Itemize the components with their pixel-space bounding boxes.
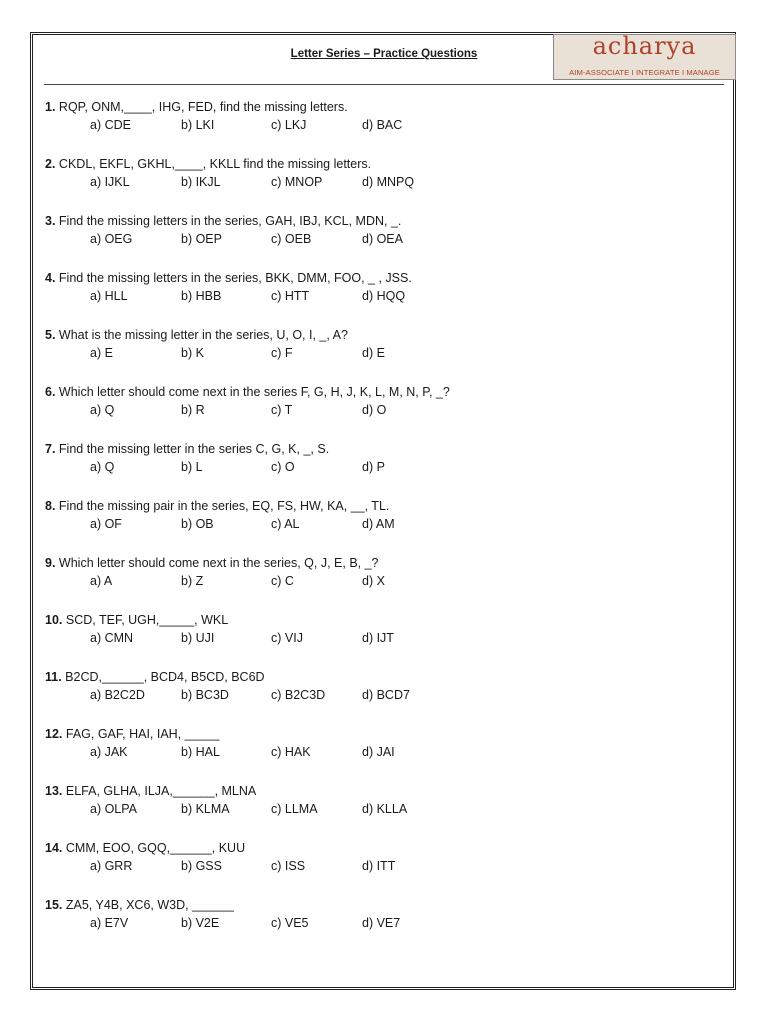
question-12 (45, 726, 715, 783)
option-d: d) X (362, 574, 385, 588)
question-text: RQP, ONM,____, IHG, FED, find the missing letters. (58, 100, 348, 114)
option-d: d) P (362, 460, 385, 474)
option-a: a) IJKL (90, 175, 130, 189)
question-line (45, 441, 715, 457)
question-1 (45, 99, 715, 156)
question-number: 11. (45, 670, 62, 684)
question-line (45, 669, 715, 685)
option-b: b) L (181, 460, 203, 474)
option-d: d) BAC (362, 118, 403, 132)
option-a: a) A (90, 574, 113, 588)
question-line (45, 612, 715, 628)
option-c: c) F (271, 346, 293, 360)
question-line (45, 897, 715, 913)
question-text: SCD, TEF, UGH,_____, WKL (65, 613, 229, 627)
option-b: b) UJI (181, 631, 215, 645)
question-text: What is the missing letter in the series, U, O, I, _, A? (58, 328, 348, 342)
question-15 (45, 897, 715, 954)
question-text: ELFA, GLHA, ILJA,______, MLNA (65, 784, 257, 798)
answer-options (45, 858, 715, 874)
logo-tagline: AIM-ASSOCIATE I INTEGRATE I MANAGE (569, 68, 720, 77)
question-4 (45, 270, 715, 327)
question-line (45, 498, 715, 514)
question-text: Find the missing pair in the series, EQ, FS, HW, KA, __, TL. (58, 499, 390, 513)
question-3 (45, 213, 715, 270)
option-b: b) IKJL (181, 175, 221, 189)
option-b: b) HBB (181, 289, 222, 303)
answer-options (45, 744, 715, 760)
option-d: d) VE7 (362, 916, 401, 930)
question-number: 15. (45, 898, 63, 912)
question-line (45, 840, 715, 856)
answer-options (45, 915, 715, 931)
answer-options (45, 402, 715, 418)
option-c: c) ISS (271, 859, 306, 873)
option-c: c) HAK (271, 745, 311, 759)
option-c: c) LKJ (271, 118, 307, 132)
question-number: 5. (45, 328, 56, 342)
question-8 (45, 498, 715, 555)
question-number: 12. (45, 727, 63, 741)
option-c: c) AL (271, 517, 300, 531)
option-a: a) CDE (90, 118, 131, 132)
question-13 (45, 783, 715, 840)
question-6 (45, 384, 715, 441)
question-number: 2. (45, 157, 56, 171)
option-b: b) KLMA (181, 802, 230, 816)
option-b: b) GSS (181, 859, 222, 873)
header-divider (44, 84, 724, 85)
question-number: 13. (45, 784, 63, 798)
question-line (45, 783, 715, 799)
question-number: 6. (45, 385, 56, 399)
question-5 (45, 327, 715, 384)
option-b: b) Z (181, 574, 204, 588)
option-a: a) OLPA (90, 802, 138, 816)
page-title: Letter Series – Practice Questions (290, 48, 478, 60)
question-text: Which letter should come next in the series F, G, H, J, K, L, M, N, P, _? (58, 385, 450, 399)
question-line (45, 726, 715, 742)
option-a: a) HLL (90, 289, 128, 303)
option-a: a) OEG (90, 232, 133, 246)
option-a: a) E7V (90, 916, 129, 930)
option-b: b) HAL (181, 745, 220, 759)
option-a: a) B2C2D (90, 688, 145, 702)
option-a: a) E (90, 346, 113, 360)
answer-options (45, 117, 715, 133)
option-d: d) OEA (362, 232, 403, 246)
option-b: b) OB (181, 517, 214, 531)
question-text: B2CD,______, BCD4, B5CD, BC6D (65, 670, 265, 684)
question-line (45, 99, 715, 115)
option-c: c) VE5 (271, 916, 309, 930)
option-b: b) BC3D (181, 688, 229, 702)
answer-options (45, 573, 715, 589)
answer-options (45, 345, 715, 361)
question-text: Find the missing letters in the series, GAH, IBJ, KCL, MDN, _. (58, 214, 402, 228)
option-c: c) VIJ (271, 631, 303, 645)
question-text: Find the missing letter in the series C, G, K, _, S. (58, 442, 330, 456)
question-number: 1. (45, 100, 56, 114)
question-text: FAG, GAF, HAI, IAH, _____ (65, 727, 220, 741)
acharya-logo (553, 34, 736, 80)
option-d: d) HQQ (362, 289, 406, 303)
question-line (45, 384, 715, 400)
question-text: CMM, EOO, GQQ,______, KUU (65, 841, 246, 855)
answer-options (45, 687, 715, 703)
option-b: b) K (181, 346, 204, 360)
option-b: b) R (181, 403, 205, 417)
option-b: b) OEP (181, 232, 222, 246)
option-d: d) AM (362, 517, 395, 531)
option-a: a) OF (90, 517, 122, 531)
answer-options (45, 174, 715, 190)
option-b: b) LKI (181, 118, 215, 132)
option-c: c) O (271, 460, 295, 474)
answer-options (45, 801, 715, 817)
question-14 (45, 840, 715, 897)
question-text: Find the missing letters in the series, BKK, DMM, FOO, _ , JSS. (58, 271, 412, 285)
question-text: ZA5, Y4B, XC6, W3D, ______ (65, 898, 234, 912)
option-c: c) OEB (271, 232, 312, 246)
question-line (45, 555, 715, 571)
option-a: a) Q (90, 460, 115, 474)
question-number: 9. (45, 556, 56, 570)
option-a: a) GRR (90, 859, 133, 873)
option-d: d) ITT (362, 859, 396, 873)
option-a: a) Q (90, 403, 115, 417)
question-line (45, 327, 715, 343)
page-header (44, 34, 724, 86)
question-number: 4. (45, 271, 56, 285)
option-c: c) C (271, 574, 294, 588)
option-d: d) KLLA (362, 802, 408, 816)
question-number: 8. (45, 499, 56, 513)
option-c: c) B2C3D (271, 688, 326, 702)
answer-options (45, 459, 715, 475)
option-c: c) MNOP (271, 175, 323, 189)
option-c: c) HTT (271, 289, 310, 303)
option-d: d) E (362, 346, 385, 360)
question-number: 7. (45, 442, 56, 456)
answer-options (45, 231, 715, 247)
question-list (45, 99, 715, 954)
option-d: d) IJT (362, 631, 394, 645)
option-d: d) MNPQ (362, 175, 415, 189)
question-10 (45, 612, 715, 669)
answer-options (45, 630, 715, 646)
answer-options (45, 516, 715, 532)
question-9 (45, 555, 715, 612)
question-line (45, 213, 715, 229)
question-number: 10. (45, 613, 63, 627)
question-text: Which letter should come next in the series, Q, J, E, B, _? (58, 556, 379, 570)
option-d: d) BCD7 (362, 688, 410, 702)
question-number: 14. (45, 841, 63, 855)
option-d: d) O (362, 403, 387, 417)
question-11 (45, 669, 715, 726)
question-text: CKDL, EKFL, GKHL,____, KKLL find the missing letters. (58, 157, 372, 171)
question-number: 3. (45, 214, 56, 228)
question-line (45, 270, 715, 286)
option-d: d) JAI (362, 745, 395, 759)
option-c: c) LLMA (271, 802, 318, 816)
question-7 (45, 441, 715, 498)
option-b: b) V2E (181, 916, 220, 930)
option-c: c) T (271, 403, 293, 417)
question-line (45, 156, 715, 172)
answer-options (45, 288, 715, 304)
logo-wordmark: acharya (592, 32, 697, 60)
question-2 (45, 156, 715, 213)
option-a: a) CMN (90, 631, 134, 645)
option-a: a) JAK (90, 745, 128, 759)
